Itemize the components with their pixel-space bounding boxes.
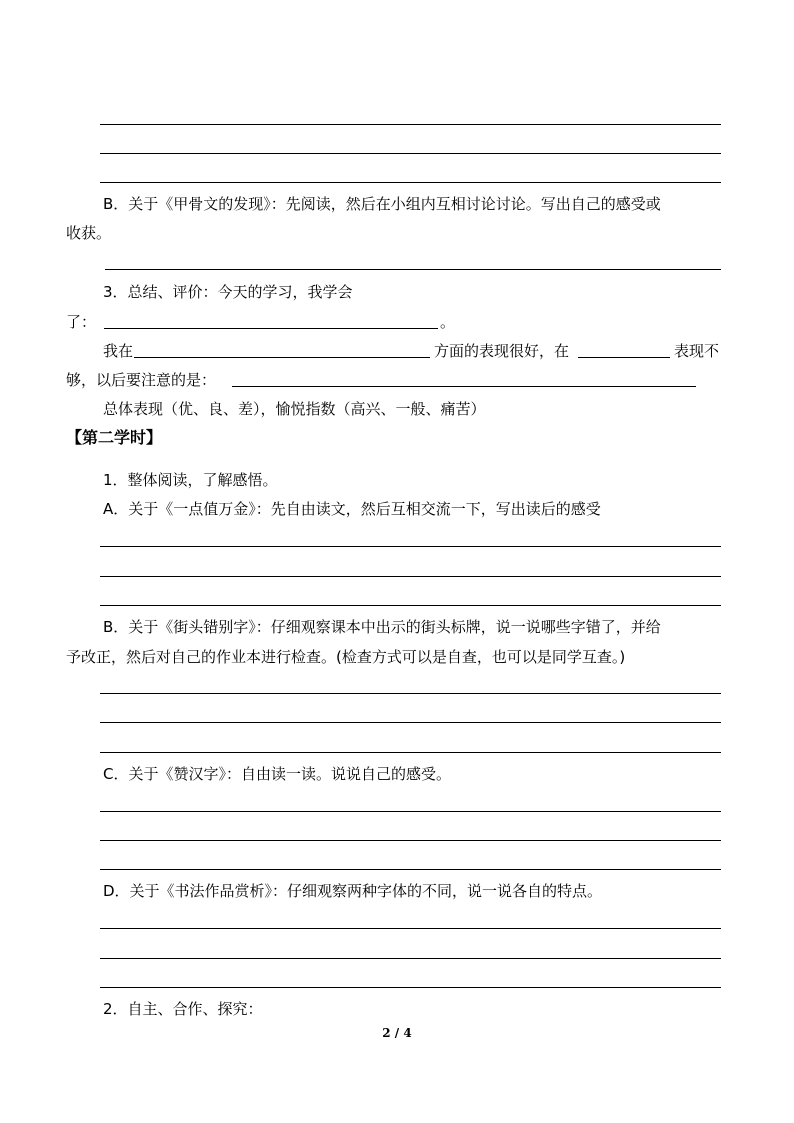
answer-line[interactable] bbox=[100, 124, 721, 125]
page-number: 2 / 4 bbox=[382, 1026, 412, 1040]
item-1: 1．整体阅读，了解感悟。 bbox=[103, 471, 278, 489]
section-title: 【第二学时】 bbox=[66, 428, 163, 447]
answer-line[interactable] bbox=[100, 576, 721, 577]
performance-middle: 方面的表现很好，在 bbox=[434, 342, 570, 360]
item-b-jiaguwen-line1: B．关于《甲骨文的发现》：先阅读，然后在小组内互相讨论讨论。写出自己的感受或 bbox=[103, 195, 661, 213]
learned-blank[interactable] bbox=[104, 328, 438, 329]
answer-line[interactable] bbox=[100, 811, 721, 812]
summary-heading: 3．总结、评价：今天的学习，我学会 bbox=[103, 283, 353, 301]
performance-line2: 够，以后要注意的是： bbox=[66, 371, 217, 389]
attention-blank[interactable] bbox=[232, 386, 696, 387]
answer-line[interactable] bbox=[100, 182, 721, 183]
answer-line[interactable] bbox=[100, 752, 721, 753]
answer-line[interactable] bbox=[100, 153, 721, 154]
answer-line[interactable] bbox=[100, 605, 721, 606]
performance-weak-blank[interactable] bbox=[578, 357, 670, 358]
item-c: C．关于《赞汉字》：自由读一读。说说自己的感受。 bbox=[103, 765, 451, 783]
answer-line[interactable] bbox=[100, 546, 721, 547]
overall-rating: 总体表现（优、良、差），愉悦指数（高兴、一般、痛苦） bbox=[103, 400, 486, 418]
item-b-line2: 予改正，然后对自己的作业本进行检查。(检查方式可以是自查，也可以是同学互查。) bbox=[66, 648, 626, 666]
answer-line[interactable] bbox=[100, 958, 721, 959]
item-b-line1: B．关于《街头错别字》：仔细观察课本中出示的街头标牌，说一说哪些字错了，并给 bbox=[103, 618, 661, 636]
performance-prefix: 我在 bbox=[103, 342, 134, 360]
summary-learned-prefix: 了： bbox=[66, 313, 97, 331]
summary-learned-suffix: 。 bbox=[440, 313, 456, 331]
answer-line[interactable] bbox=[100, 869, 721, 870]
answer-line[interactable] bbox=[100, 928, 721, 929]
answer-line[interactable] bbox=[100, 722, 721, 723]
performance-end: 表现不 bbox=[674, 342, 720, 360]
answer-line[interactable] bbox=[105, 269, 721, 270]
item-a: A．关于《一点值万金》：先自由读文，然后互相交流一下，写出读后的感受 bbox=[103, 500, 601, 518]
answer-line[interactable] bbox=[100, 987, 721, 988]
answer-line[interactable] bbox=[100, 840, 721, 841]
item-2: 2．自主、合作、探究： bbox=[103, 1000, 263, 1018]
answer-line[interactable] bbox=[100, 693, 721, 694]
performance-good-blank[interactable] bbox=[134, 357, 430, 358]
item-b-jiaguwen-line2: 收获。 bbox=[66, 224, 112, 242]
item-d: D．关于《书法作品赏析》：仔细观察两种字体的不同，说一说各自的特点。 bbox=[103, 882, 603, 900]
